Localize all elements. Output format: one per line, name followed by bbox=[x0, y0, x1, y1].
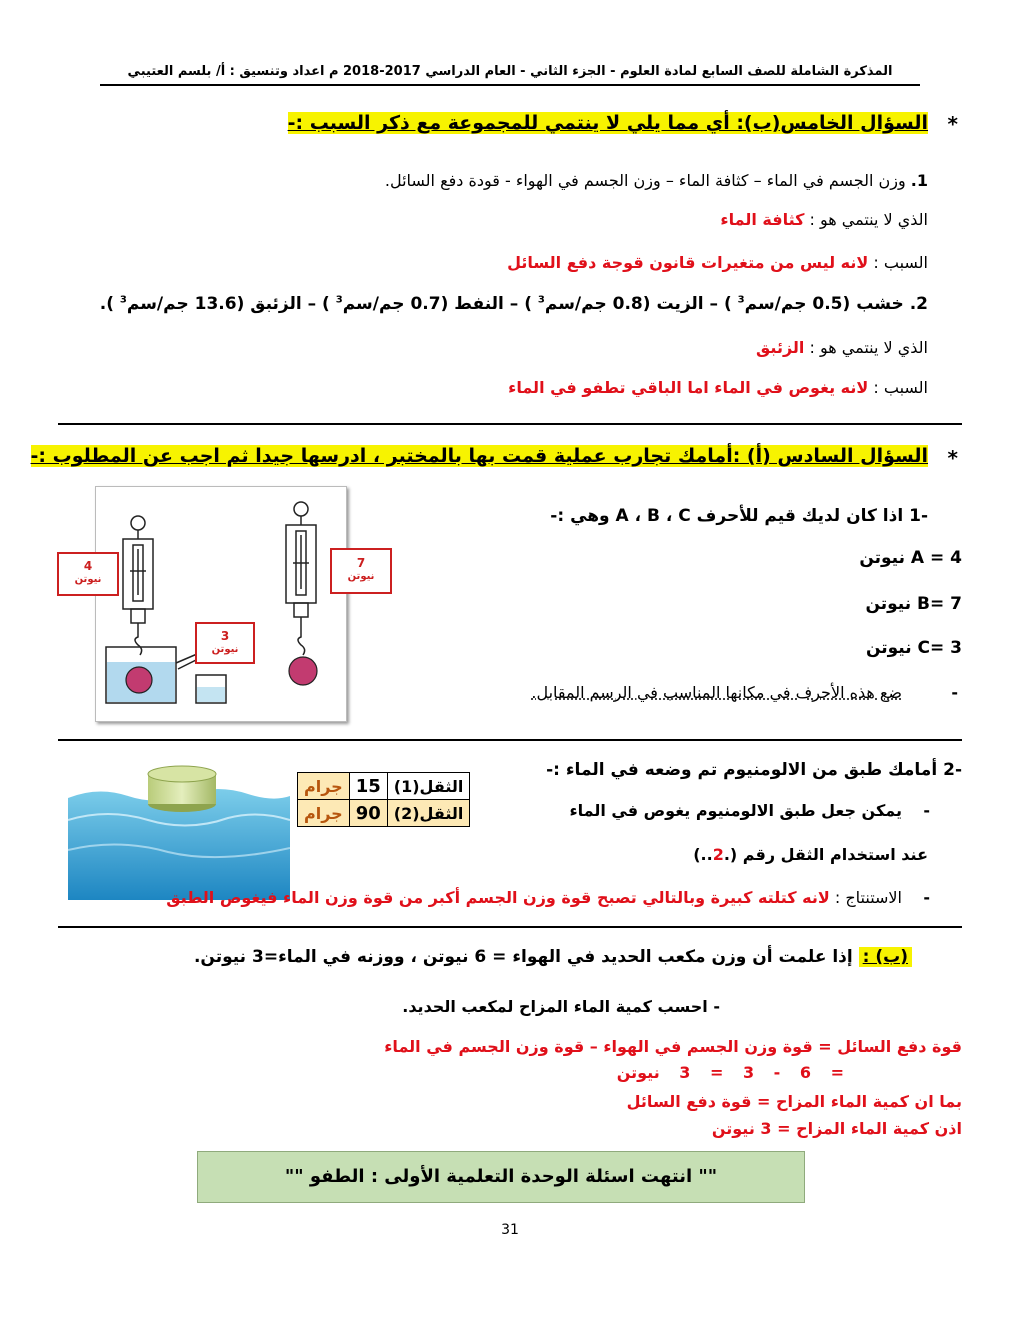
label-box-3-number: 3 bbox=[220, 629, 230, 643]
left-spring-balance bbox=[123, 516, 153, 655]
label-box-7 bbox=[330, 548, 392, 594]
q5-item2-reason-label: السبب : bbox=[873, 378, 928, 397]
spring-balance-drawing bbox=[96, 487, 346, 721]
table-row bbox=[298, 773, 470, 800]
label-box-4-number: 4 bbox=[83, 559, 93, 573]
q6-part2-line2-a: عند استخدام الثقل رقم (. bbox=[723, 845, 928, 864]
catch-beaker bbox=[196, 675, 226, 703]
q6-conclusion-label: الاستنتاج : bbox=[834, 888, 902, 907]
q5-item2-part4: ) – الزئبق (13.6 جم/سم bbox=[126, 294, 330, 314]
q6-star: * bbox=[947, 446, 958, 470]
label-box-4 bbox=[57, 552, 119, 596]
q5-item2-sup2: 3 bbox=[537, 294, 545, 306]
q6-part2-line2-b: ..) bbox=[693, 845, 713, 864]
q6-title-text: السؤال السادس (أ) :أمامك تجارب عملية قمت بها بالمختبر ، ادرسها جيدا ثم اجب عن المطلوب :- bbox=[30, 445, 928, 467]
weight-1-label: الثقل(1) bbox=[387, 773, 470, 800]
q6-part2-dash1: - bbox=[923, 801, 930, 820]
q6-value-c: C= 3 نيوتن bbox=[865, 638, 962, 658]
q6-part1-intro: -1 اذا كان لديك قيم للأحرف A ، B ، C وهي :- bbox=[550, 506, 928, 526]
q5-item2-part1: خشب (0.5 جم/سم bbox=[744, 294, 904, 314]
q6-part1-instruction: ضع هذه الأحرف في مكانها المناسب في الرسم المقابل. bbox=[531, 683, 902, 702]
unit-end-banner: "" انتهت اسئلة الوحدة التعلمية الأولى : الطفو "" bbox=[197, 1151, 805, 1203]
weight-2-label: الثقل(2) bbox=[387, 800, 470, 827]
right-hanging-mass bbox=[289, 657, 317, 685]
spring-balance-figure bbox=[95, 486, 347, 722]
q5-item2-odd bbox=[756, 338, 928, 357]
q5-item1-text: وزن الجسم في الماء – كثافة الماء – وزن الجسم في الهواء - قودة دفع السائل. bbox=[384, 171, 906, 190]
q6b-task: - احسب كمية الماء المزاح لمكعب الحديد. bbox=[402, 997, 720, 1016]
q6-part2-dash2: - bbox=[923, 888, 930, 907]
aluminum-dish-on-water bbox=[68, 760, 290, 900]
q5-item2-reason-value: لانه يغوص في الماء اما الباقي تطفو في الماء bbox=[508, 378, 869, 397]
q6b-label: (ب) : bbox=[859, 947, 912, 967]
page-number: 31 bbox=[501, 1222, 519, 1238]
q5-item2-sup4: 3 bbox=[119, 294, 127, 306]
q5-item1-reason bbox=[507, 253, 928, 272]
right-spring-balance bbox=[286, 502, 316, 655]
page-header: المذكرة الشاملة للصف السابع لمادة العلوم - الجزء الثاني - العام الدراسي 2017-2018 م اعداد وتنسيق : أ/ بلسم العتيبي bbox=[127, 64, 893, 79]
q6-title bbox=[31, 445, 928, 467]
q6-part2-intro: -2 أمامك طبق من الالومنيوم تم وضعه في الماء :- bbox=[546, 760, 962, 780]
table-row bbox=[298, 800, 470, 827]
q6b-answer-2: = 6 - 3 = 3 نيوتن bbox=[616, 1063, 844, 1082]
weight-1-unit: جرام bbox=[298, 773, 350, 800]
q6b-text: إذا علمت أن وزن مكعب الحديد في الهواء = 6 نيوتن ، ووزنه في الماء=3 نيوتن. bbox=[193, 947, 853, 967]
q6b-answer-3: بما ان كمية الماء المزاح = قوة دفع السائل bbox=[626, 1092, 962, 1111]
divider-2 bbox=[58, 739, 962, 741]
label-box-7-unit: نيوتن bbox=[347, 571, 375, 582]
q6-part2-line2 bbox=[693, 845, 928, 864]
q5-star: * bbox=[947, 112, 958, 136]
weights-table bbox=[297, 772, 470, 827]
q5-item1-odd-label: الذي لا ينتمي هو : bbox=[809, 210, 928, 229]
q5-item2-number: 2. bbox=[909, 294, 928, 314]
q5-item1-number: 1. bbox=[910, 171, 928, 190]
q6-part1-dash: - bbox=[951, 683, 958, 702]
q5-item2-part2: ) – الزيت (0.8 جم/سم bbox=[544, 294, 732, 314]
q5-item1-reason-label: السبب : bbox=[873, 253, 928, 272]
q5-item1-odd bbox=[720, 210, 928, 229]
weight-2-value: 90 bbox=[349, 800, 387, 827]
label-box-3 bbox=[195, 622, 255, 664]
left-beaker bbox=[106, 647, 176, 703]
q6b-answer-1: قوة دفع السائل = قوة وزن الجسم في الهواء – قوة وزن الجسم في الماء bbox=[384, 1037, 962, 1056]
q6-conclusion bbox=[166, 888, 902, 907]
header-rule bbox=[100, 84, 920, 86]
q5-title bbox=[288, 112, 928, 134]
q5-item2-sup1: 3 bbox=[737, 294, 745, 306]
label-box-3-unit: نيوتن bbox=[211, 644, 239, 655]
divider-1 bbox=[58, 423, 962, 425]
q5-item2-part3: ) – النفط (0.7 جم/سم bbox=[342, 294, 532, 314]
q5-item2-sup3: 3 bbox=[335, 294, 343, 306]
q5-item1-odd-value: كثافة الماء bbox=[720, 210, 805, 229]
weight-1-value: 15 bbox=[349, 773, 387, 800]
weight-2-unit: جرام bbox=[298, 800, 350, 827]
q6-conclusion-value: لانه كتلته كبيرة وبالتالي تصبح قوة وزن الجسم أكبر من قوة وزن الماء فيغوص الطبق bbox=[166, 888, 830, 907]
q5-item2-odd-value: الزئبق bbox=[756, 338, 805, 357]
label-box-4-unit: نيوتن bbox=[74, 574, 102, 585]
q5-item2-odd-label: الذي لا ينتمي هو : bbox=[809, 338, 928, 357]
q5-title-text: السؤال الخامس(ب): أي مما يلي لا ينتمي للمجموعة مع ذكر السبب :- bbox=[287, 112, 928, 134]
q6-value-a: A = 4 نيوتن bbox=[859, 548, 962, 568]
water-drawing bbox=[68, 760, 290, 900]
label-box-7-number: 7 bbox=[356, 556, 366, 570]
q6b-question bbox=[194, 947, 912, 967]
q5-item1-reason-value: لانه ليس من متغيرات قانون قوجة دفع السائل bbox=[507, 253, 869, 272]
q5-item2-part5: ). bbox=[99, 294, 114, 314]
q5-item2-reason bbox=[508, 378, 928, 397]
q6b-answer-4: اذن كمية الماء المزاح = 3 نيوتن bbox=[711, 1119, 962, 1138]
q5-item1 bbox=[385, 171, 928, 190]
q6-value-b: B= 7 نيوتن bbox=[865, 594, 962, 614]
q6-part2-answer: 2 bbox=[712, 845, 724, 864]
q6-part2-line1: يمكن جعل طبق الالومنيوم يغوص في الماء bbox=[569, 801, 902, 820]
q5-item2 bbox=[100, 294, 928, 314]
divider-3 bbox=[58, 926, 962, 928]
